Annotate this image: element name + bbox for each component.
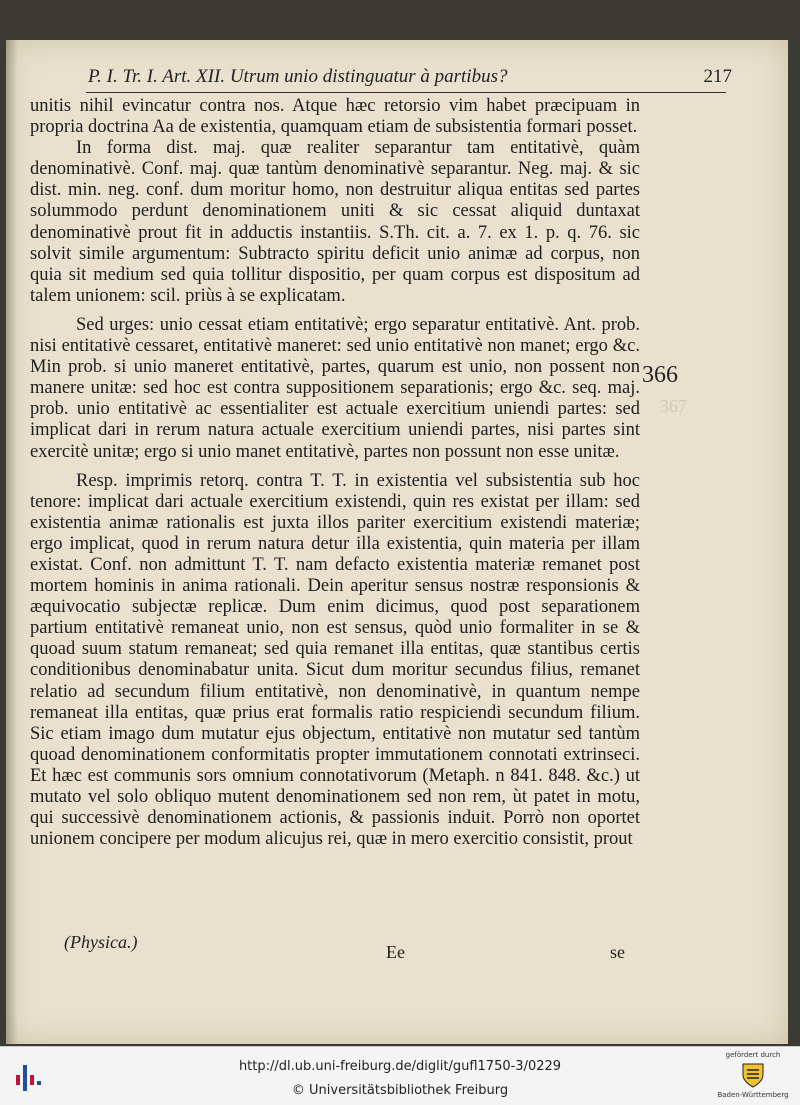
running-header: [88, 66, 732, 88]
paragraph-3: Sed urges: unio cessat etiam entitativè; ergo separatur entitativè. Ant. prob. nisi entitativè cessaret, entitativè maneret: sed unio entitativè non manet; ergo &c. Min prob. si unio maneret entitativè, partes, quarum est unio, non possent non manere unitæ: sed hoc est contra suppositionem separationis; ergo &c. seq. maj. prob. unio entitativè ac essentialiter est actuale exercitium uniendi partes: sed implicat dari in rerum natura actuale exercitium uniendi partes, nisi partes sint exercitè unitæ; ergo si unio manet entitativè, partes non possunt non esse unitæ.: [30, 314, 640, 462]
viewer-footer: [0, 1046, 800, 1105]
body-text: [30, 96, 640, 850]
book-page: [6, 40, 788, 1044]
signature-mark: Ee: [386, 942, 405, 962]
paragraph-4: Resp. imprimis retorq. contra T. T. in existentia vel subsistentia sub hoc tenore: implicat dari actuale exercitium existendi, quin res existat per illam: sed existentia animæ rationalis est juxta illos pariter exercitium existendi materiæ; ergo implicat, quod in rerum natura detur illa existentia, quin materia per illam existat. Conf. non admittunt T. T. nam defacto existentia materiæ remanet post mortem hominis in anima rationali. Dein aperitur sensus nostræ responsionis & æquivocatio subjectæ replicæ. Dum enim dicimus, quod post separationem partium entitativè remaneat unio, non est sensus, quòd unio formaliter in se & quoad suum statum remaneat; sed quia remanet illa entitas, quæ stantibus certis conditionibus denominabatur unita. Sicut dum moritur secundus filius, remanet relatio ad secundum filium entitativè, non denominativè, in quantum nempe remaneat illa entitas, quæ prius erat formalis ratio respiciendi secundum filium. Sic etiam imago dum mutatur ejus objectum, entitativè non mutatur sed tantùm quoad denominationem conformitatis propter immutationem connotati extrinseci. Et hæc est communis sors omnium connotativorum (Metaph. n 841. 848. &c.) ut mutato vel solo obliquo mutent denominationem sed non rem, ùt patet in motu, qui successivè denominationem actionis, & passionis induit. Porrò non oportet unionem concipere per modum alicujus rei, quæ in mero exercitio consistit, prout: [30, 470, 640, 850]
marginal-number: 366: [642, 362, 678, 388]
catchword-right: se: [610, 942, 625, 962]
document-url[interactable]: [0, 1059, 800, 1074]
url-text[interactable]: http://dl.ub.uni-freiburg.de/diglit/gufl1750-3/0229: [238, 1059, 562, 1074]
page-number: 217: [703, 66, 732, 87]
paragraph-1: unitis nihil evincatur contra nos. Atque hæc retorsio vim habet præcipuam in propria doctrina Aa de existentia, quamquam etiam de subsistentia formari posset.: [30, 96, 640, 138]
marginal-number-faint: 367: [660, 396, 687, 416]
sponsor-block: [714, 1051, 792, 1099]
paragraph-2: In forma dist. maj. quæ realiter separantur tam entitativè, quàm denominativè. Conf. maj. quæ tantùm denominativè separantur. Neg. maj. & sic dist. min. neg. conf. dum moritur homo, non destruitur aliqua entitas sed partes solummodo perdunt denominationem uniti & sic cessat aliquid duntaxat denominativè prout fit in adductis instantiis. S.Th. cit. a. 7. ex 1. p. q. 76. sic solvit simile argumentum: Subtracto spiritu deficit unio animæ ad corpus, non quia sit medium sed quia tollitur dispositio, per quam corpus est dispositum ad talem unionem: scil. priùs à se explicatam.: [30, 138, 640, 306]
header-rule: [86, 92, 726, 93]
sponsor-name: Baden-Württemberg: [717, 1091, 789, 1099]
baden-wuerttemberg-crest-icon: [738, 1061, 768, 1089]
copyright-notice: © Universitätsbibliothek Freiburg: [291, 1083, 509, 1098]
catchword-left: (Physica.): [64, 932, 138, 952]
header-title: P. I. Tr. I. Art. XII. Utrum unio distinguatur à partibus?: [88, 66, 508, 87]
sponsor-label: gefördert durch: [725, 1051, 781, 1059]
